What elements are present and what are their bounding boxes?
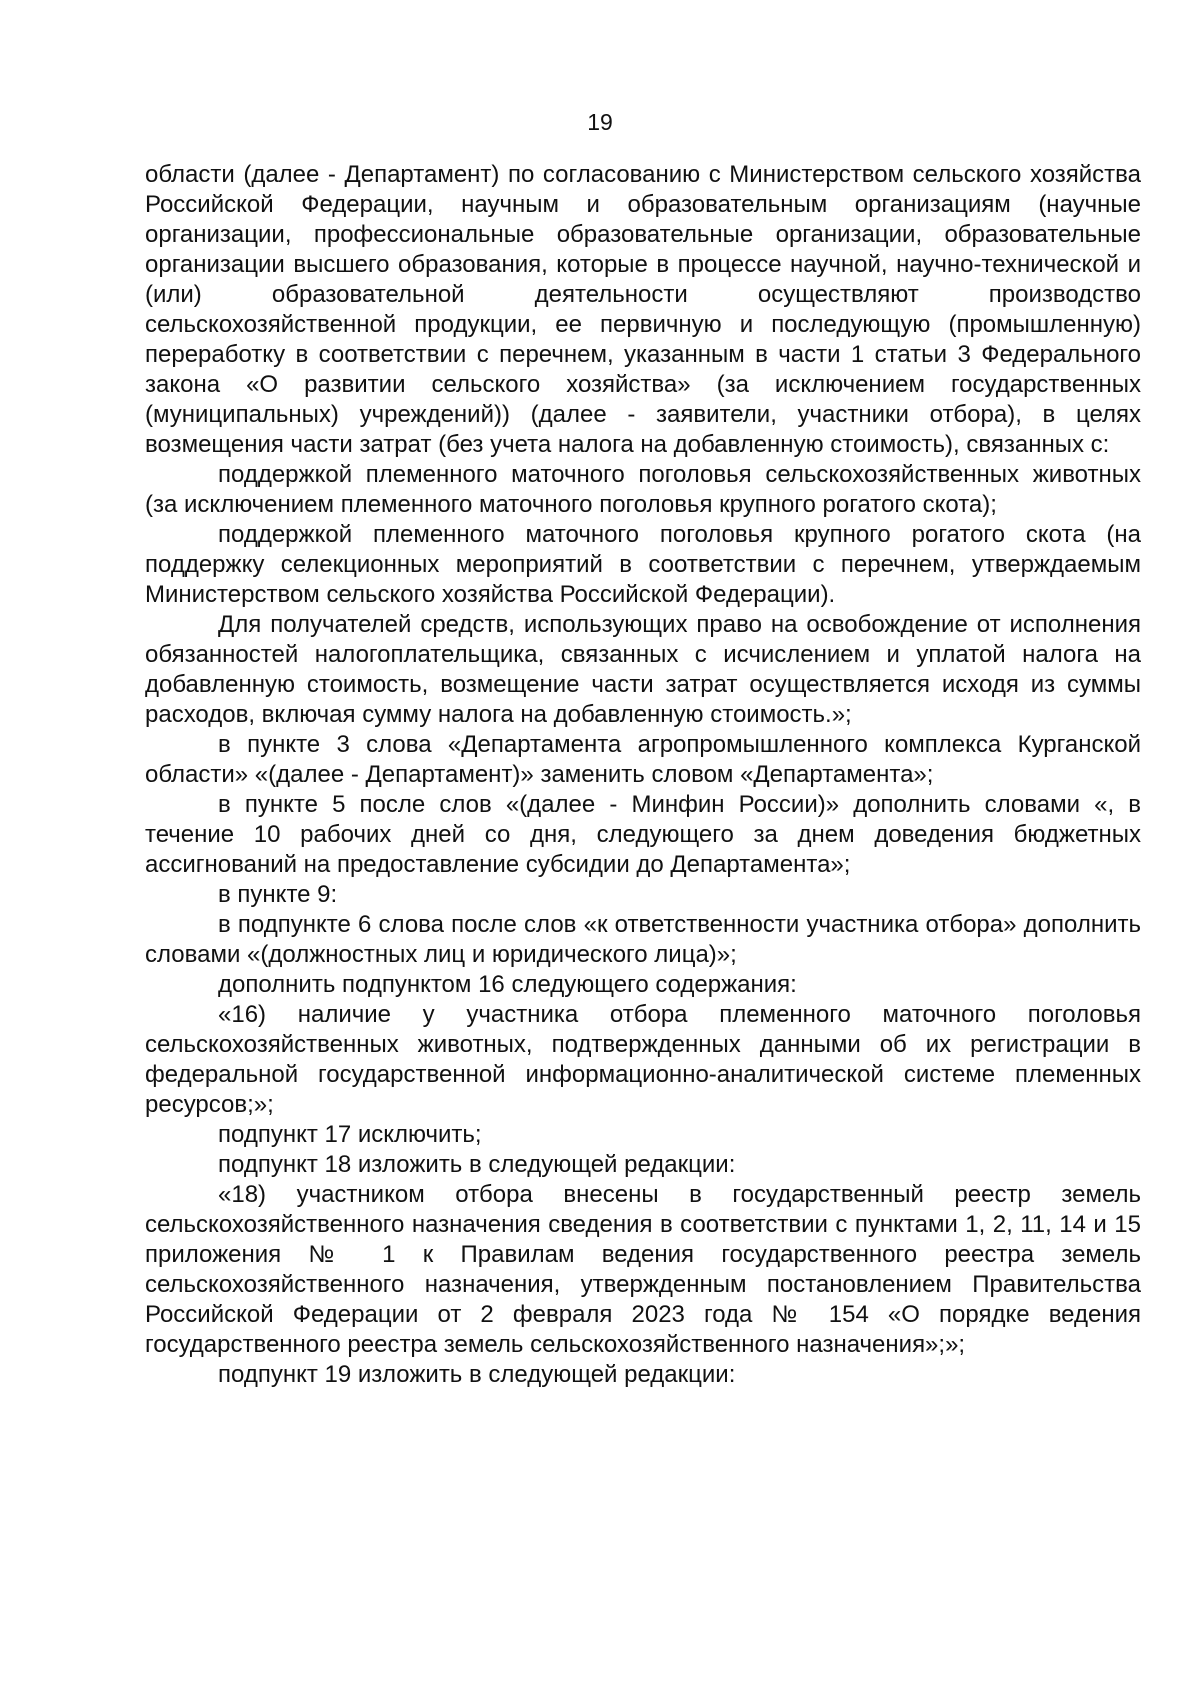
paragraph-add-subitem-16: дополнить подпунктом 16 следующего содержания: (218, 971, 797, 998)
paragraph-subitem-17: подпункт 17 исключить; (218, 1121, 482, 1148)
document-body (145, 160, 1141, 1390)
paragraph-item-3: в пункте 3 слова «Департамента агропромышленного комплекса Курганской области» «(далее - Департамент)» заменить словом «Департамента»; (145, 731, 1141, 788)
paragraph-subitem-18: подпункт 18 изложить в следующей редакции: (218, 1151, 736, 1178)
paragraph-item-9: в пункте 9: (218, 881, 338, 908)
paragraph-vat-exemption: Для получателей средств, использующих право на освобождение от исполнения обязанностей налогоплательщика, связанных с исчислением и уплатой налога на добавленную стоимость, возмещение части затрат осуществляется исходя из суммы расходов, включая сумму налога на добавленную стоимость.»; (145, 611, 1141, 728)
paragraph-subitem-19: подпункт 19 изложить в следующей редакции: (218, 1361, 736, 1388)
paragraph-subitem-6: в подпункте 6 слова после слов «к ответственности участника отбора» дополнить словами «(должностных лиц и юридического лица)»; (145, 911, 1141, 968)
paragraph-applicants: области (далее - Департамент) по согласованию с Министерством сельского хозяйства Российской Федерации, научным и образовательным организациям (научные организации, профессиональные образовательные организации, образовательные организации высшего образования, которые в процессе научной, научно-технической и (или) образовательной деятельности осуществляют производство сельскохозяйственной продукции, ее первичную и последующую (промышленную) переработку в соответствии с перечнем, указанным в части 1 статьи 3 Федерального закона «О развитии сельского хозяйства» (за исключением государственных (муниципальных) учреждений)) (далее - заявители, участники отбора), в целях возмещения части затрат (без учета налога на добавленную стоимость), связанных с: (145, 161, 1141, 458)
paragraph-support-cattle: поддержкой племенного маточного поголовья крупного рогатого скота (на поддержку селекционных мероприятий в соответствии с перечнем, утверждаемым Министерством сельского хозяйства Российской Федерации). (145, 521, 1141, 608)
page-number: 19 (587, 109, 613, 135)
paragraph-item-5: в пункте 5 после слов «(далее - Минфин России)» дополнить словами «, в течение 10 рабочих дней со дня, следующего за днем доведения бюджетных ассигнований на предоставление субсидии до Департамента»; (145, 791, 1141, 878)
paragraph-support-livestock: поддержкой племенного маточного поголовья сельскохозяйственных животных (за исключением племенного маточного поголовья крупного рогатого скота); (145, 461, 1141, 518)
paragraph-subitem-16-text: «16) наличие у участника отбора племенного маточного поголовья сельскохозяйственных животных, подтвержденных данными об их регистрации в федеральной государственной информационно-аналитической системе племенных ресурсов;»; (145, 1001, 1141, 1118)
paragraph-subitem-18-text: «18) участником отбора внесены в государственный реестр земель сельскохозяйственного назначения сведения в соответствии с пунктами 1, 2, 11, 14 и 15 приложения № 1 к Правилам ведения государственного реестра земель сельскохозяйственного назначения, утвержденным постановлением Правительства Российской Федерации от 2 февраля 2023 года № 154 «О порядке ведения государственного реестра земель сельскохозяйственного назначения»;»; (145, 1181, 1141, 1358)
